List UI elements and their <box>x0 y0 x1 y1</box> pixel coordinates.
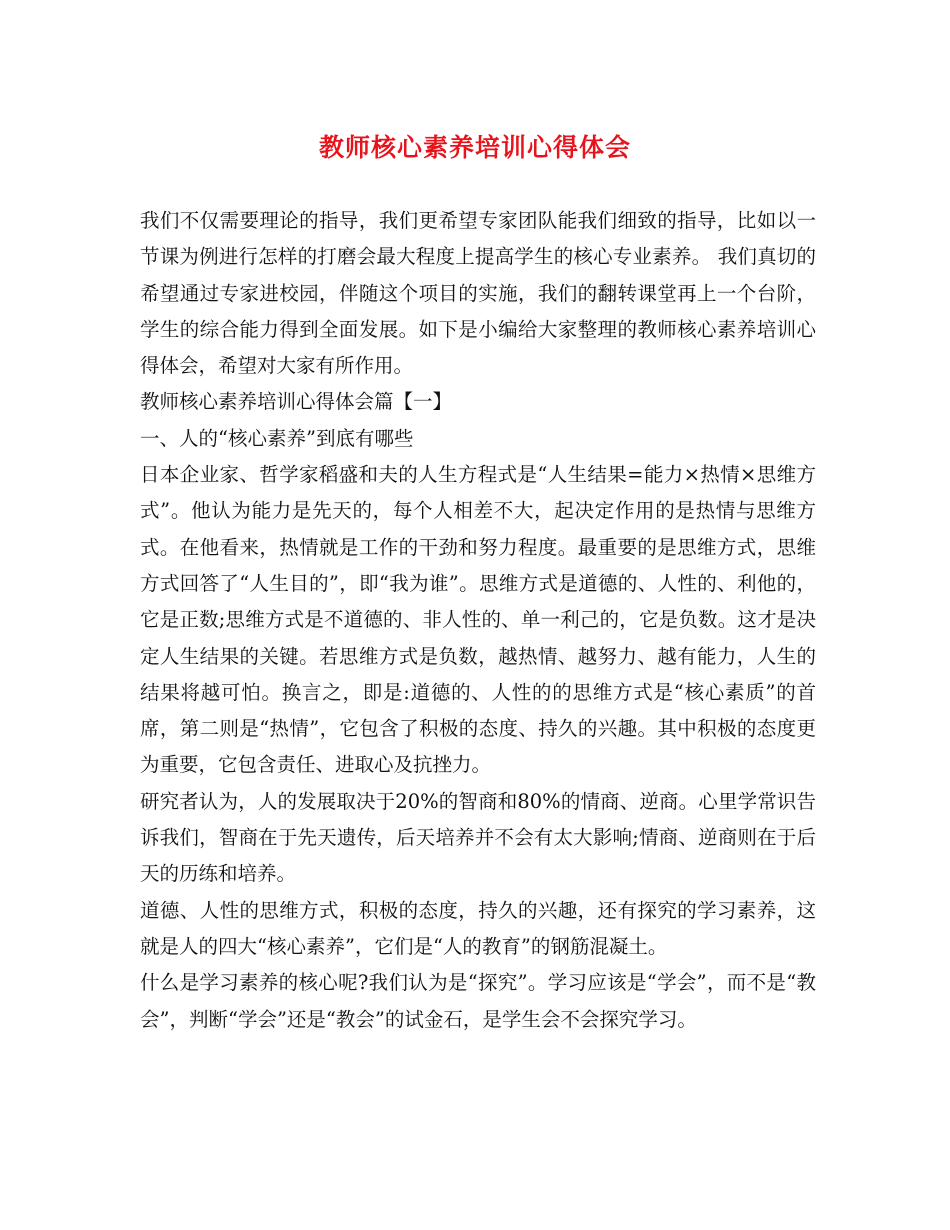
body-paragraph: 道德、人性的思维方式，积极的态度，持久的兴趣，还有探究的学习素养，这就是人的四大“核心素养”，它们是“人的教育”的钢筋混凝土。 <box>140 898 816 958</box>
body-paragraph: 日本企业家、哲学家稻盛和夫的人生方程式是“人生结果=能力×热情×思维方式”。他认为能力是先天的，每个人相差不大，起决定作用的是热情与思维方式。在他看来，热情就是工作的干劲和努力程度。最重要的是思维方式，思维方式回答了“人生目的”，即“我为谁”。思维方式是道德的、人性的、利他的，它是正数;思维方式是不道德的、非人性的、单一利己的，它是负数。这才是决定人生结果的关键。若思维方式是负数，越热情、越努力、越有能力，人生的结果将越可怕。换言之，即是:道德的、人性的的思维方式是“核心素质”的首席，第二则是“热情”，它包含了积极的态度、持久的兴趣。其中积极的态度更为重要，它包含责任、进取心及抗挫力。 <box>140 463 816 777</box>
body-paragraph: 研究者认为，人的发展取决于20%的智商和80%的情商、逆商。心里学常识告诉我们，智商在于先天遗传，后天培养并不会有太大影响;情商、逆商则在于后天的历练和培养。 <box>140 789 816 886</box>
document-title: 教师核心素养培训心得体会 <box>318 133 631 162</box>
intro-paragraph: 我们不仅需要理论的指导，我们更希望专家团队能我们细致的指导，比如以一节课为例进行怎样的打磨会最大程度上提高学生的核心专业素养。 我们真切的希望通过专家进校园，伴随这个项目的实施，我们的翻转课堂再上一个台阶，学生的综合能力得到全面发展。如下是小编给大家整理的教师核心素养培训心得体会，希望对大家有所作用。 <box>140 209 816 378</box>
document-body <box>140 203 816 1038</box>
section-heading: 教师核心素养培训心得体会篇【一】 <box>140 390 453 414</box>
body-paragraph: 什么是学习素养的核心呢?我们认为是“探究”。学习应该是“学会”，而不是“教会”，判断“学会”还是“教会”的试金石，是学生会不会探究学习。 <box>140 971 816 1031</box>
subsection-heading: 一、人的“核心素养”到底有哪些 <box>140 426 414 450</box>
